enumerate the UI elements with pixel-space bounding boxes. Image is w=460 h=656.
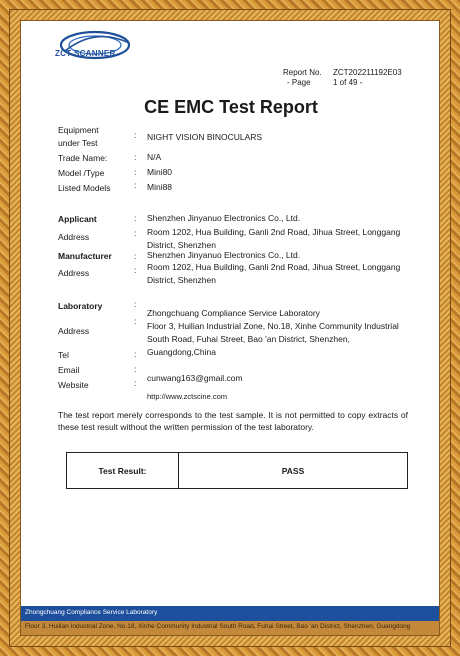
- colon: :: [134, 130, 137, 140]
- colon: :: [134, 213, 137, 223]
- test-result-table: [66, 452, 408, 489]
- footer-lab-address: Floor 3, Huilian Industrial Zone, No.18, Xinhe Community Industrial South Road, Fuhai Street, Bao 'an District, Shenzhen, Guangdong: [25, 623, 411, 630]
- listed-models-label: Listed Models: [58, 183, 111, 193]
- disclaimer-statement: The test report merely corresponds to the test sample. It is not permitted to copy extracts of these test result without the written permission of the test laboratory.: [58, 410, 408, 432]
- test-result-value: PASS: [281, 465, 305, 476]
- tel-label: Tel: [58, 350, 69, 360]
- report-no-label: Report No.: [283, 68, 322, 77]
- email-value[interactable]: cunwang163@gmail.com: [147, 373, 243, 383]
- model-value: Mini80: [147, 167, 173, 177]
- trade-name-label: Trade Name:: [58, 153, 108, 163]
- colon: :: [134, 364, 137, 374]
- manufacturer-value: Shenzhen Jinyanuo Electronics Co., Ltd.: [147, 250, 301, 260]
- report-title: CE EMC Test Report: [144, 97, 318, 117]
- website-value[interactable]: http://www.zctscine.com: [147, 392, 228, 401]
- applicant-address-value: Room 1202, Hua Building, Ganli 2nd Road, Jihua Street, Longgang District, Shenzhen: [147, 227, 401, 250]
- equipment-label-line1: Equipment: [58, 125, 99, 135]
- manufacturer-label: Manufacturer: [58, 251, 112, 261]
- page-footer: [21, 606, 440, 636]
- equipment-value: NIGHT VISION BINOCULARS: [147, 132, 263, 142]
- zct-logo-icon: [51, 25, 161, 69]
- footer-address-bar: [21, 621, 440, 636]
- colon: :: [134, 228, 137, 238]
- colon: :: [134, 152, 137, 162]
- footer-lab-name: Zhongchuang Compliance Service Laboratory: [25, 609, 158, 616]
- page-label: - Page: [287, 78, 311, 87]
- model-label: Model /Type: [58, 168, 105, 178]
- report-no-value: ZCT202211192E03: [333, 68, 402, 77]
- colon: :: [134, 378, 137, 388]
- report-page: [20, 20, 440, 636]
- colon: :: [134, 316, 137, 326]
- colon: :: [134, 180, 137, 190]
- colon: :: [134, 299, 137, 309]
- colon: :: [134, 251, 137, 261]
- laboratory-value: Zhongchuang Compliance Service Laboratory: [147, 308, 320, 318]
- manufacturer-address-value: Room 1202, Hua Building, Ganli 2nd Road, Jihua Street, Longgang District, Shenzhen: [147, 262, 401, 285]
- laboratory-label: Laboratory: [58, 301, 103, 311]
- equipment-label-line2: under Test: [58, 138, 98, 148]
- colon: :: [134, 349, 137, 359]
- page-value: 1 of 49 -: [333, 78, 363, 87]
- colon: :: [134, 167, 137, 177]
- applicant-label: Applicant: [58, 214, 97, 224]
- logo-wordmark: ZCT SCANNER: [55, 49, 116, 58]
- test-result-label: Test Result:: [67, 453, 179, 488]
- applicant-value: Shenzhen Jinyanuo Electronics Co., Ltd.: [147, 213, 301, 223]
- email-label: Email: [58, 365, 80, 375]
- applicant-address-label: Address: [58, 232, 90, 242]
- manufacturer-address-label: Address: [58, 268, 90, 278]
- colon: :: [134, 265, 137, 275]
- lab-address-value: Floor 3, Huilian Industrial Zone, No.18, Xinhe Community Industrial South Road, Fuhai Street, Bao 'an District, Shenzhen, Guangdong,China: [147, 321, 399, 357]
- trade-name-value: N/A: [147, 152, 162, 162]
- listed-models-value: Mini88: [147, 182, 173, 192]
- website-label: Website: [58, 380, 89, 390]
- lab-address-label: Address: [58, 326, 90, 336]
